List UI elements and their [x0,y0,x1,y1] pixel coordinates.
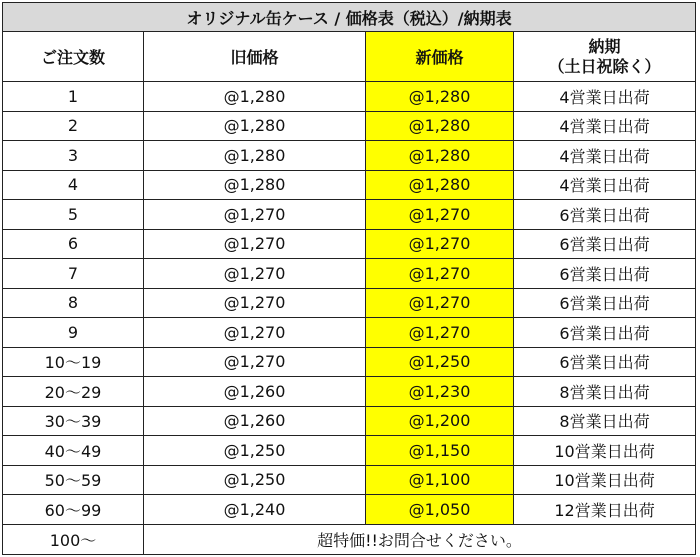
new-price-cell: @1,270 [366,200,514,230]
old-price-cell: @1,280 [144,141,366,171]
new-price-cell: @1,270 [366,318,514,348]
table-row [3,229,696,259]
header-delivery-line1: 納期 [588,36,621,56]
delivery-cell: 8営業日出荷 [514,377,696,407]
new-price-cell: @1,200 [366,406,514,436]
new-price-cell: @1,270 [366,229,514,259]
table-row [3,111,696,141]
old-price-cell: @1,270 [144,288,366,318]
new-price-cell: @1,280 [366,82,514,112]
table-title: オリジナル缶ケース / 価格表（税込）/納期表 [3,3,696,32]
delivery-cell: 10営業日出荷 [514,436,696,466]
new-price-cell: @1,100 [366,465,514,495]
table-row [3,288,696,318]
table-row [3,259,696,289]
table-row [3,406,696,436]
delivery-cell: 4営業日出荷 [514,82,696,112]
quantity-cell: 2 [3,111,144,141]
delivery-cell: 4営業日出荷 [514,111,696,141]
new-price-cell: @1,230 [366,377,514,407]
old-price-cell: @1,260 [144,406,366,436]
delivery-cell: 6営業日出荷 [514,347,696,377]
quantity-cell: 9 [3,318,144,348]
table-row [3,170,696,200]
table-row [3,141,696,171]
table-row [3,436,696,466]
quantity-cell: 60〜99 [3,495,144,525]
header-new-price: 新価格 [366,32,514,82]
quantity-cell: 8 [3,288,144,318]
delivery-cell: 12営業日出荷 [514,495,696,525]
quantity-cell: 40〜49 [3,436,144,466]
table-row [3,82,696,112]
table-row [3,318,696,348]
quantity-cell: 20〜29 [3,377,144,407]
new-price-cell: @1,270 [366,259,514,289]
delivery-cell: 10営業日出荷 [514,465,696,495]
header-row [3,32,696,82]
new-price-cell: @1,280 [366,111,514,141]
old-price-cell: @1,250 [144,465,366,495]
special-price-note: 超特価!!お問合せください。 [144,524,696,554]
quantity-cell: 4 [3,170,144,200]
table-row [3,200,696,230]
quantity-cell: 6 [3,229,144,259]
header-old-price: 旧価格 [144,32,366,82]
delivery-cell: 6営業日出荷 [514,229,696,259]
old-price-cell: @1,270 [144,229,366,259]
quantity-cell: 7 [3,259,144,289]
header-quantity: ご注文数 [3,32,144,82]
price-table [2,2,696,555]
old-price-cell: @1,260 [144,377,366,407]
new-price-cell: @1,280 [366,170,514,200]
old-price-cell: @1,250 [144,436,366,466]
table-row [3,465,696,495]
new-price-cell: @1,270 [366,288,514,318]
table-row-last [3,524,696,554]
title-row [3,3,696,32]
new-price-cell: @1,280 [366,141,514,171]
new-price-cell: @1,050 [366,495,514,525]
delivery-cell: 4営業日出荷 [514,170,696,200]
header-delivery [514,32,696,82]
table-row [3,347,696,377]
quantity-cell: 1 [3,82,144,112]
new-price-cell: @1,150 [366,436,514,466]
old-price-cell: @1,270 [144,200,366,230]
quantity-cell: 10〜19 [3,347,144,377]
quantity-cell: 50〜59 [3,465,144,495]
table-row [3,377,696,407]
quantity-cell: 30〜39 [3,406,144,436]
quantity-cell: 3 [3,141,144,171]
delivery-cell: 6営業日出荷 [514,259,696,289]
old-price-cell: @1,280 [144,82,366,112]
delivery-cell: 6営業日出荷 [514,318,696,348]
old-price-cell: @1,270 [144,347,366,377]
old-price-cell: @1,280 [144,170,366,200]
old-price-cell: @1,270 [144,259,366,289]
delivery-cell: 8営業日出荷 [514,406,696,436]
table-body [3,82,696,555]
quantity-cell: 5 [3,200,144,230]
table-row [3,495,696,525]
old-price-cell: @1,270 [144,318,366,348]
new-price-cell: @1,250 [366,347,514,377]
old-price-cell: @1,280 [144,111,366,141]
delivery-cell: 4営業日出荷 [514,141,696,171]
delivery-cell: 6営業日出荷 [514,200,696,230]
quantity-cell: 100〜 [3,524,144,554]
delivery-cell: 6営業日出荷 [514,288,696,318]
old-price-cell: @1,240 [144,495,366,525]
header-delivery-line2: （土日祝除く） [548,56,661,76]
